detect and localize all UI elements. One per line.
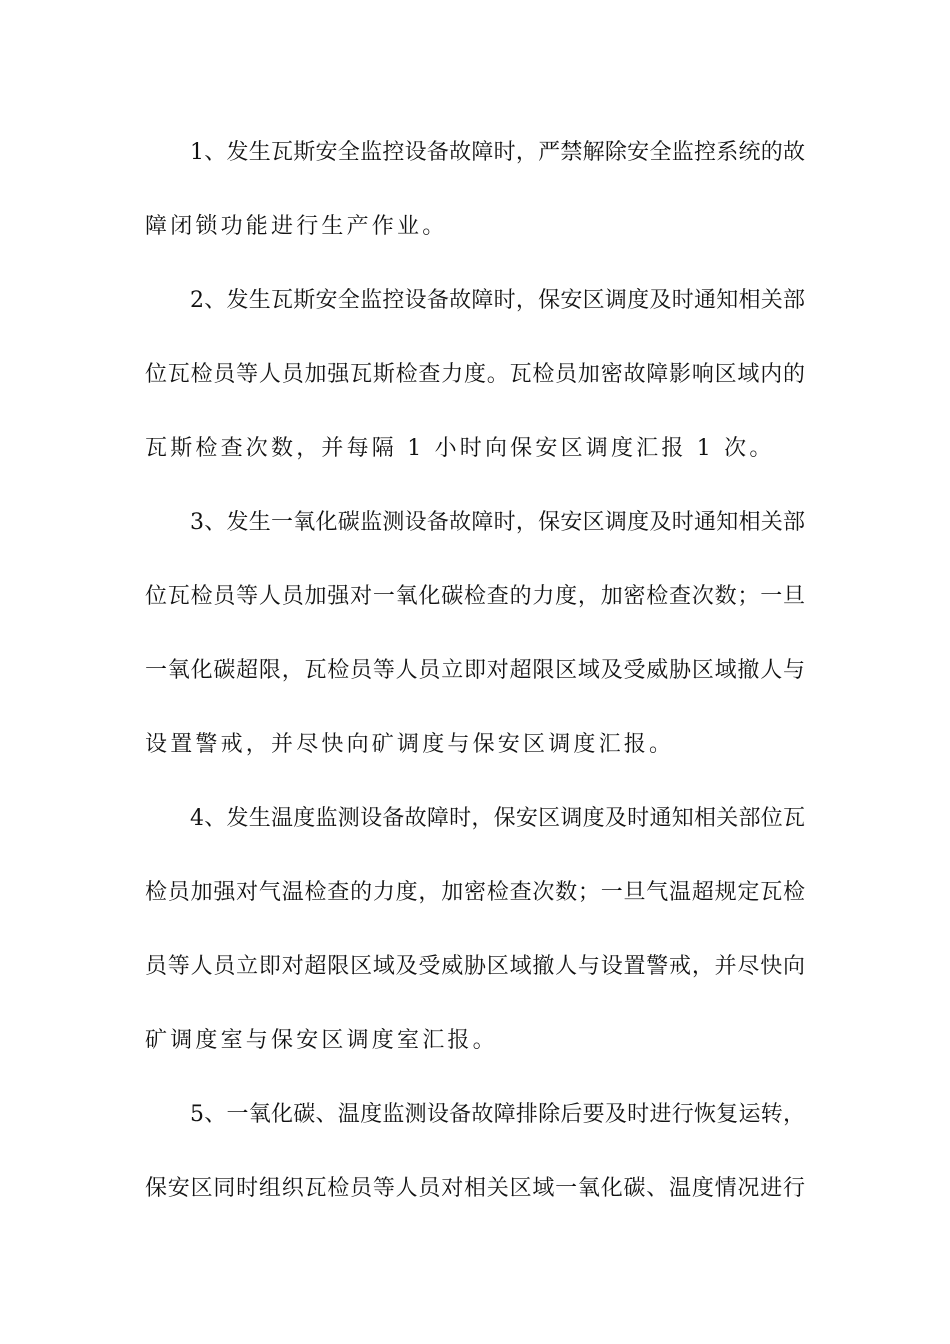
paragraph-4-line-3: 员等人员立即对超限区域及受威胁区域撤人与设置警戒，并尽快向: [145, 954, 805, 979]
paragraph-4-line-1: 4、发生温度监测设备故障时，保安区调度及时通知相关部位瓦: [190, 806, 805, 831]
paragraph-2-line-1: 2、发生瓦斯安全监控设备故障时，保安区调度及时通知相关部: [190, 288, 805, 313]
paragraph-2-line-2: 位瓦检员等人员加强瓦斯检查力度。瓦检员加密故障影响区域内的: [145, 362, 805, 387]
paragraph-3-line-3: 一氧化碳超限，瓦检员等人员立即对超限区域及受威胁区域撤人与: [145, 658, 805, 683]
paragraph-3-line-4: 设置警戒，并尽快向矿调度与保安区调度汇报。: [145, 732, 675, 757]
paragraph-1-line-1: 1、发生瓦斯安全监控设备故障时，严禁解除安全监控系统的故: [190, 140, 805, 165]
paragraph-2-line-3: 瓦斯检查次数，并每隔 1 小时向保安区调度汇报 1 次。: [145, 436, 775, 461]
paragraph-4-line-2: 检员加强对气温检查的力度，加密检查次数；一旦气温超规定瓦检: [145, 880, 805, 905]
paragraph-3-line-2: 位瓦检员等人员加强对一氧化碳检查的力度，加密检查次数；一旦: [145, 584, 805, 609]
paragraph-4-line-4: 矿调度室与保安区调度室汇报。: [145, 1028, 498, 1053]
paragraph-3-line-1: 3、发生一氧化碳监测设备故障时，保安区调度及时通知相关部: [190, 510, 805, 535]
paragraph-1-line-2: 障闭锁功能进行生产作业。: [145, 214, 448, 239]
paragraph-5-line-2: 保安区同时组织瓦检员等人员对相关区域一氧化碳、温度情况进行: [145, 1176, 805, 1201]
paragraph-5-line-1: 5、一氧化碳、温度监测设备故障排除后要及时进行恢复运转，: [190, 1102, 805, 1127]
